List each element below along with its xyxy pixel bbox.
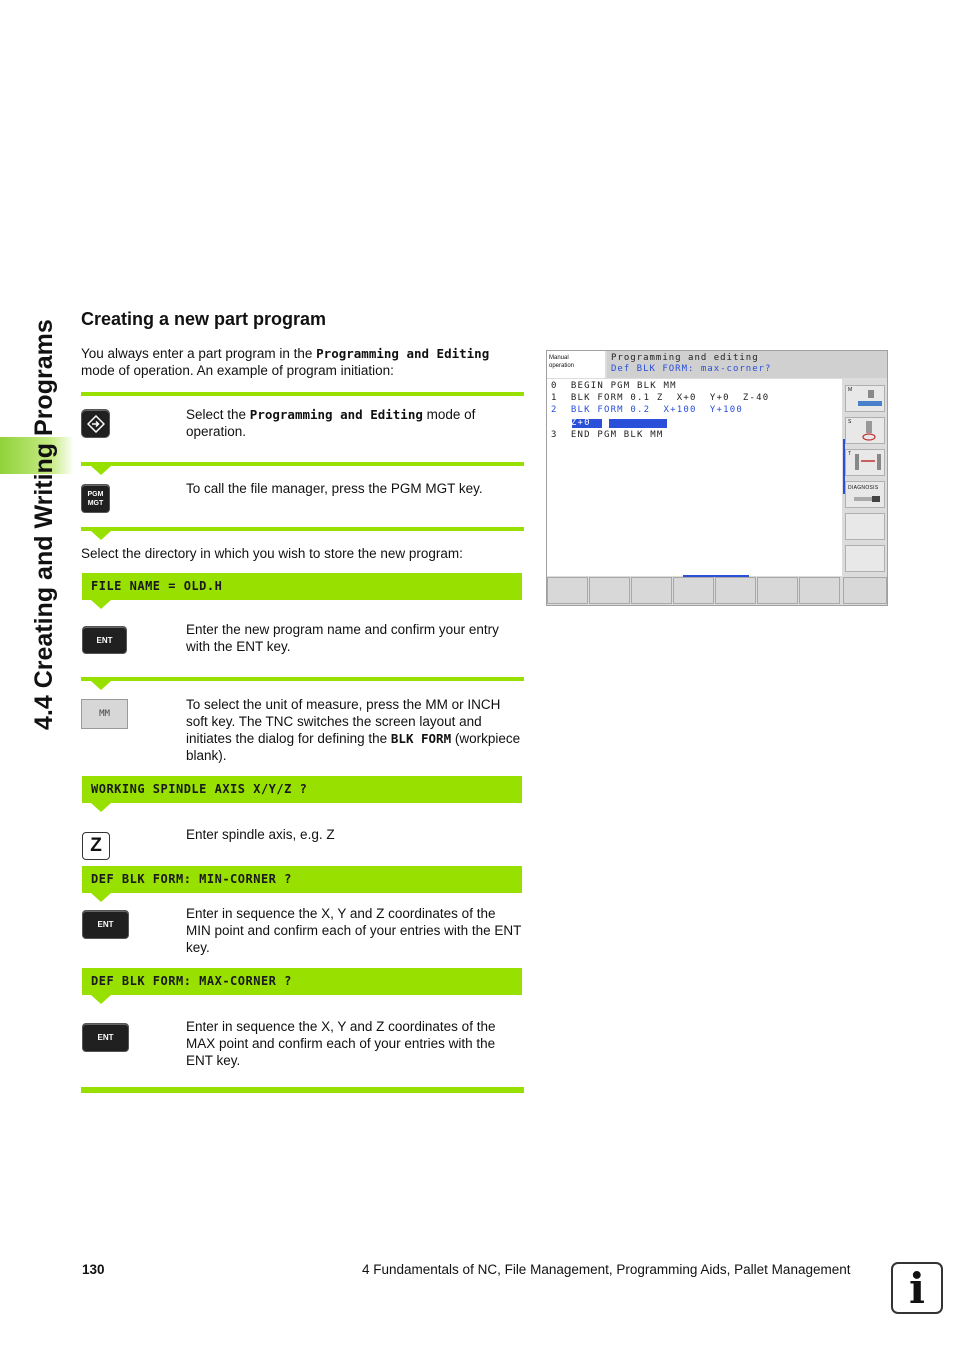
program-window	[547, 379, 842, 576]
step5-text: Enter spindle axis, e.g. Z	[186, 827, 335, 842]
info-icon: i	[891, 1262, 943, 1314]
down-arrow-icon	[91, 893, 111, 902]
step6-text: Enter in sequence the X, Y and Z coordinates of the MIN point and confirm each of your entries with the ENT key.	[186, 906, 522, 955]
screen-softkey[interactable]	[673, 577, 714, 604]
side-softkey-m[interactable]	[845, 385, 885, 412]
ent-key[interactable]: ENT	[82, 910, 129, 939]
z-key[interactable]: Z	[82, 832, 110, 860]
diagnosis-icon	[852, 494, 882, 506]
page-number: 130	[82, 1262, 105, 1277]
step-rule	[81, 462, 524, 466]
step1-mode: Programming and Editing	[249, 407, 423, 422]
screen-header	[607, 351, 887, 378]
screen-mode-label	[547, 351, 605, 378]
step1-pre: Select the	[186, 407, 250, 422]
screen-side-panel	[843, 379, 887, 576]
down-arrow-icon	[91, 681, 111, 690]
m-label: M	[848, 387, 853, 393]
prompt-text: DEF BLK FORM: MIN-CORNER ?	[91, 872, 292, 886]
diagnosis-label: DIAGNOSIS	[848, 485, 879, 491]
program-line: 3 END PGM BLK MM	[551, 430, 664, 440]
step-rule	[81, 527, 524, 531]
footer-chapter-text: 4 Fundamentals of NC, File Management, Programming Aids, Pallet Management	[362, 1262, 851, 1277]
dialog-prompt-min-corner	[82, 866, 522, 893]
dialog-prompt-max-corner	[82, 968, 522, 995]
tool-icon	[852, 452, 884, 474]
intro-post: mode of operation. An example of program initiation:	[81, 363, 394, 378]
mode-diamond-icon	[87, 415, 105, 433]
screen-softkey[interactable]	[715, 577, 756, 604]
mode-line1: Manual	[549, 355, 569, 361]
dialog-prompt-spindle-axis	[82, 776, 522, 803]
screen-title: Programming and editing	[611, 353, 759, 363]
program-line: 0 BEGIN PGM BLK MM	[551, 381, 677, 391]
spindle-icon	[854, 420, 884, 442]
prompt-text: FILE NAME = OLD.H	[91, 579, 223, 593]
down-arrow-icon	[91, 803, 111, 812]
step7-text: Enter in sequence the X, Y and Z coordinates of the MAX point and confirm each of your entries with the ENT key.	[186, 1019, 496, 1068]
side-softkey-t[interactable]	[845, 449, 885, 476]
step-rule	[81, 392, 524, 396]
step-rule	[81, 677, 524, 681]
program-line-active: 2 BLK FORM 0.2 X+100 Y+100	[551, 405, 743, 415]
input-cursor-bar	[609, 419, 667, 428]
intro-paragraph	[81, 345, 521, 379]
side-softkey-empty[interactable]	[845, 513, 885, 540]
program-line-input: Z+0	[551, 418, 591, 428]
machine-function-icon	[854, 389, 884, 409]
intro-mode: Programming and Editing	[316, 346, 490, 361]
step2-text: To call the file manager, press the PGM MGT key.	[186, 481, 483, 496]
down-arrow-icon	[91, 600, 111, 609]
dialog-prompt-file-name	[82, 573, 522, 600]
end-rule	[81, 1087, 524, 1093]
step4-post: (workpiece blank).	[186, 731, 521, 763]
ent-key[interactable]: ENT	[82, 1023, 129, 1052]
pgm-mgt-key[interactable]: PGM MGT	[81, 484, 110, 513]
prompt-text: WORKING SPINDLE AXIS X/Y/Z ?	[91, 782, 308, 796]
mm-soft-key[interactable]: MM	[81, 699, 128, 729]
side-softkey-empty[interactable]	[845, 545, 885, 572]
prompt-text: DEF BLK FORM: MAX-CORNER ?	[91, 974, 292, 988]
step1-text	[186, 406, 521, 440]
down-arrow-icon	[91, 995, 111, 1004]
screen-softkey[interactable]	[757, 577, 798, 604]
program-line: 1 BLK FORM 0.1 Z X+0 Y+0 Z-40	[551, 393, 770, 403]
step4-pre: To select the unit of measure, press the MM or INCH soft key. The TNC switches the screen layout and initiates the dialog for defining the	[186, 697, 501, 746]
screen-softkey-row	[547, 577, 887, 605]
programming-mode-key[interactable]	[81, 409, 110, 438]
section-heading: Creating a new part program	[81, 309, 327, 329]
chapter-title: 4.4 Creating and Writing Programs	[30, 319, 58, 730]
down-arrow-icon	[91, 531, 111, 540]
step1-post: mode of operation.	[186, 407, 476, 439]
s-label: S	[848, 419, 852, 425]
screen-softkey[interactable]	[799, 577, 840, 604]
ent-key[interactable]: ENT	[82, 626, 127, 654]
side-softkey-diagnosis[interactable]	[845, 481, 885, 508]
directory-text: Select the directory in which you wish to store the new program:	[81, 546, 463, 561]
step3-text: Enter the new program name and confirm your entry with the ENT key.	[186, 622, 499, 654]
step4-text	[186, 696, 523, 764]
t-label: T	[848, 451, 852, 457]
screen-dialog: Def BLK FORM: max-corner?	[611, 364, 772, 374]
step4-code: BLK FORM	[390, 731, 452, 746]
screen-softkey[interactable]	[589, 577, 630, 604]
screen-softkey[interactable]	[547, 577, 588, 604]
down-arrow-icon	[91, 466, 111, 475]
side-softkey-s[interactable]	[845, 417, 885, 444]
intro-pre: You always enter a part program in the	[81, 346, 317, 361]
screen-softkey[interactable]	[843, 577, 887, 604]
tnc-screen	[546, 350, 888, 606]
screen-softkey[interactable]	[631, 577, 672, 604]
mode-line2: operation	[549, 363, 575, 369]
